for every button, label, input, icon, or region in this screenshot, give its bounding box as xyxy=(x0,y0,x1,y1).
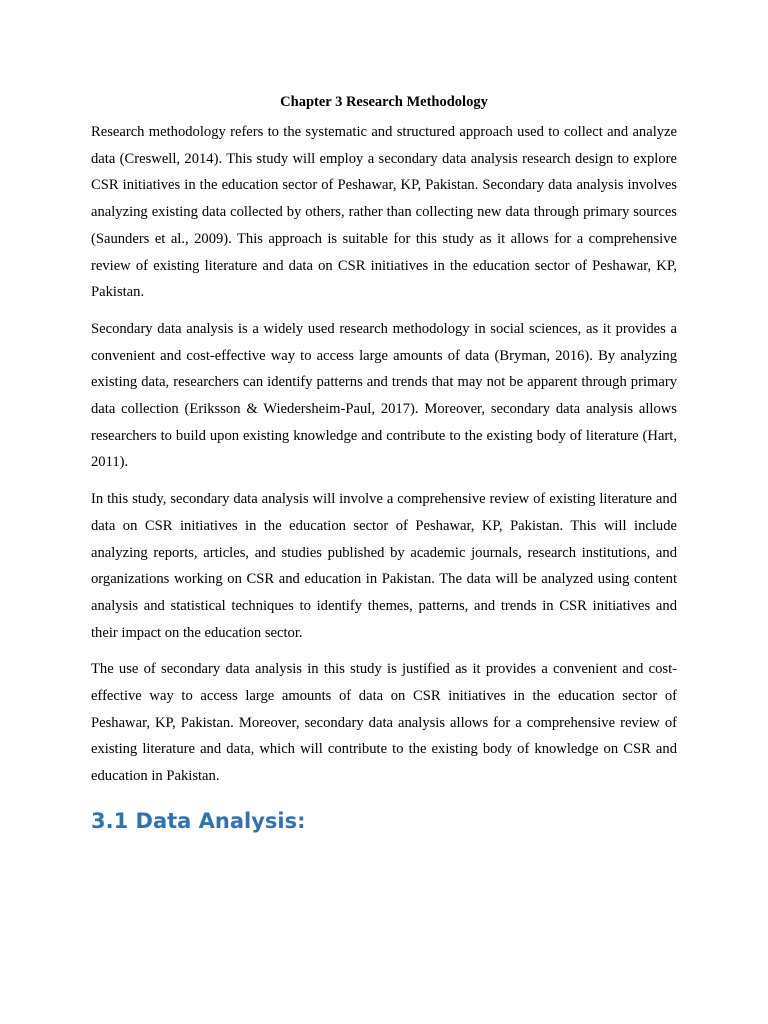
paragraph-4: The use of secondary data analysis in this study is justified as it provides a convenient and cost-effective way to access large amounts of data on CSR initiatives in the education sector of Peshawar, KP, Pakistan. Moreover, secondary data analysis allows for a comprehensive review of existing literature and data, which will contribute to the existing body of knowledge on CSR and education in Pakistan. xyxy=(91,661,677,785)
page-content xyxy=(91,92,677,836)
paragraph-3: In this study, secondary data analysis will involve a comprehensive review of existing literature and data on CSR initiatives in the education sector of Peshawar, KP, Pakistan. This will include analyzing reports, articles, and studies published by academic journals, research institutions, and organizations working on CSR and education in Pakistan. The data will be analyzed using content analysis and statistical techniques to identify themes, patterns, and trends in CSR initiatives and their impact on the education sector. xyxy=(91,491,677,641)
paragraph-1: Research methodology refers to the systematic and structured approach used to collect and analyze data (Creswell, 2014). This study will employ a secondary data analysis research design to explore CSR initiatives in the education sector of Peshawar, KP, Pakistan. Secondary data analysis involves analyzing existing data collected by others, rather than collecting new data through primary sources (Saunders et al., 2009). This approach is suitable for this study as it allows for a comprehensive review of existing literature and data on CSR initiatives in the education sector of Peshawar, KP, Pakistan. xyxy=(91,124,677,301)
section-heading: 3.1 Data Analysis: xyxy=(91,808,306,833)
paragraph-2: Secondary data analysis is a widely used research methodology in social sciences, as it provides a convenient and cost-effective way to access large amounts of data (Bryman, 2016). By analyzing existing data, researchers can identify patterns and trends that may not be apparent through primary data collection (Eriksson & Wiedersheim-Paul, 2017). Moreover, secondary data analysis allows researchers to build upon existing knowledge and contribute to the existing body of literature (Hart, 2011). xyxy=(91,320,677,471)
chapter-title: Chapter 3 Research Methodology xyxy=(280,94,488,110)
